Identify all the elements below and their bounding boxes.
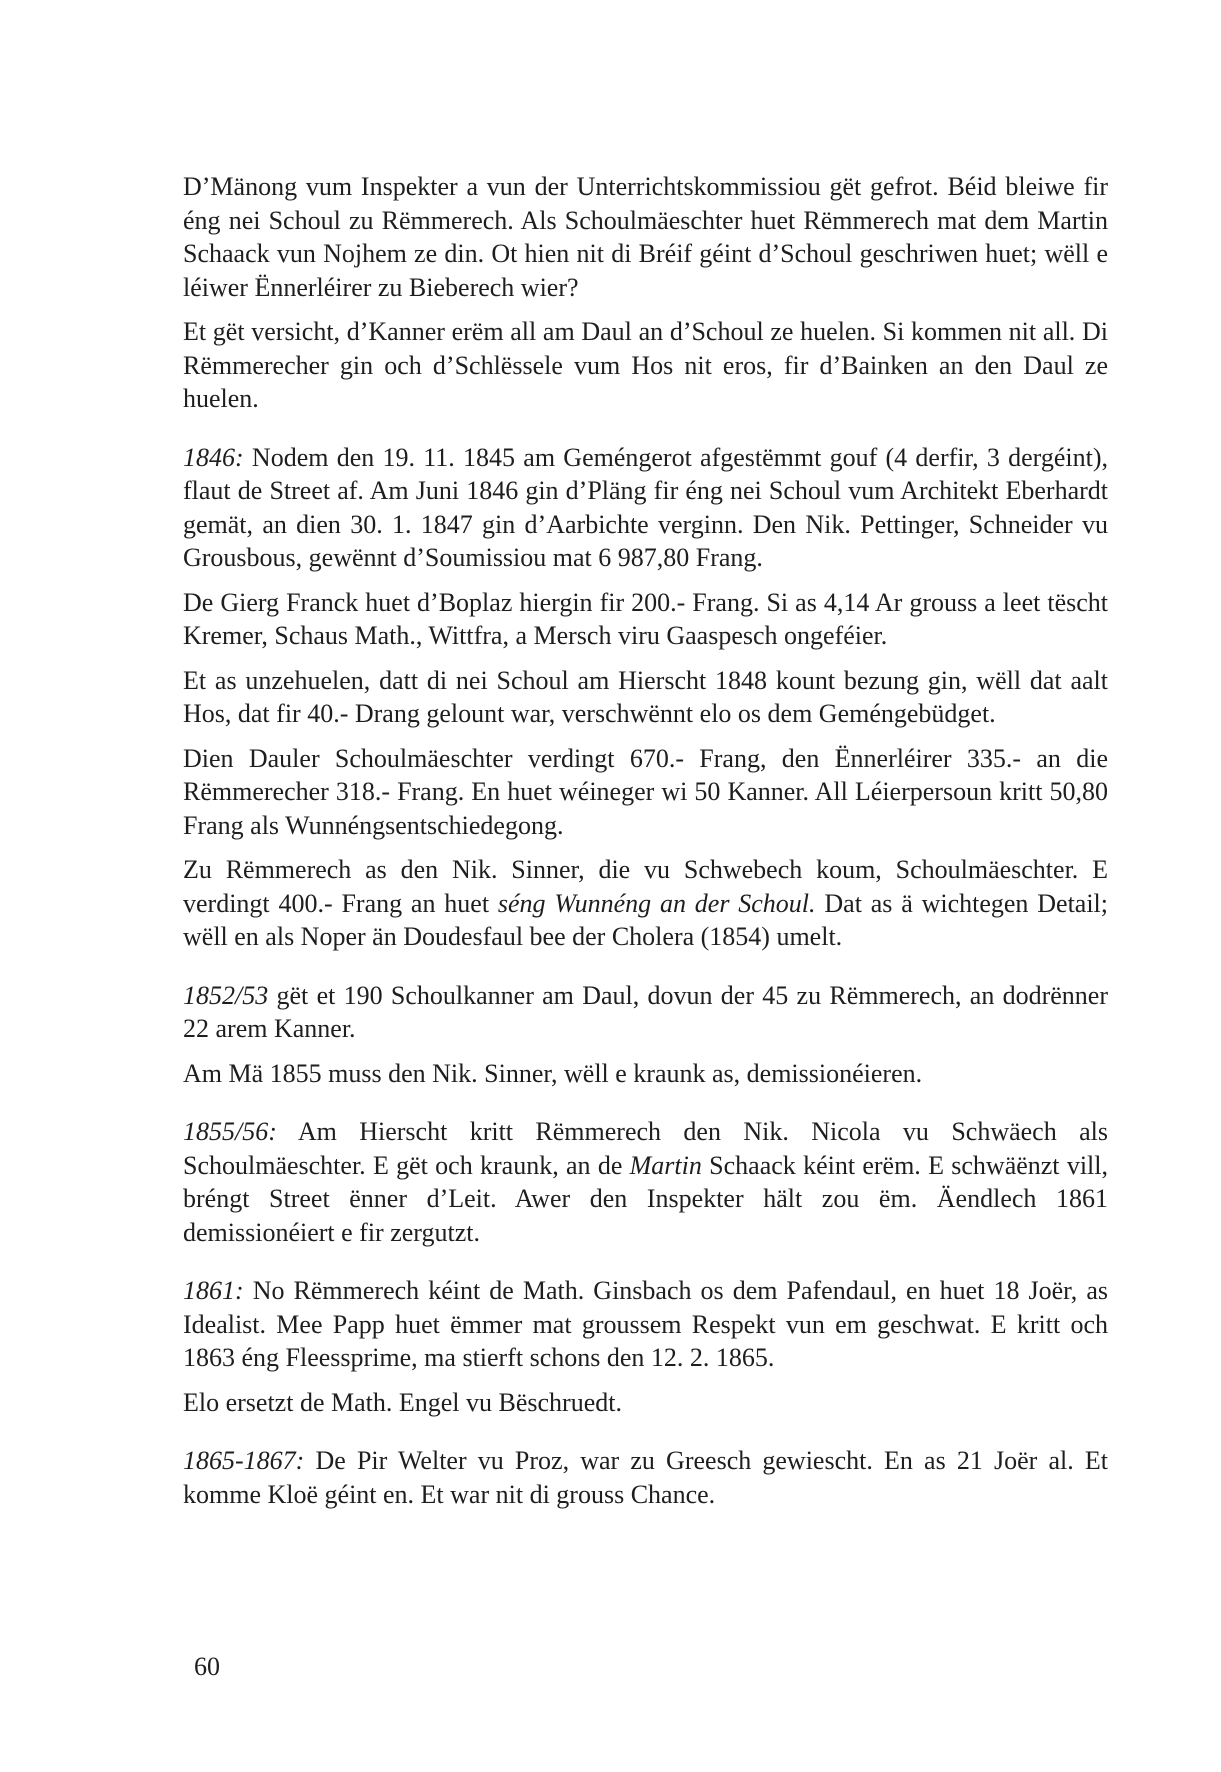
paragraph <box>183 315 1108 416</box>
paragraph-text: D’Mänong vum Inspekter a vun der Unterrichtskommissiou gët gefrot. Béid bleiwe fir éng nei Schoul zu Rëmmerech. Als Schoulmäeschter huet Rëmmerech mat dem Martin Schaack vun Nojhem ze din. Ot hien nit di Bréif géint d’Schoul geschriwen huet; wëll e léiwer Ënnerléirer zu Bieberech wier? <box>183 172 1108 302</box>
year-heading: 1865-1867: <box>183 1446 305 1475</box>
paragraph <box>183 853 1108 954</box>
paragraph <box>183 1386 1108 1420</box>
paragraph-text: De Gierg Franck huet d’Boplaz hiergin fir 200.- Frang. Si as 4,14 Ar grouss a leet tëscht Kremer, Schaus Math., Wittfra, a Mersch viru Gaaspesch ongeféier. <box>183 587 1108 650</box>
paragraph-text: Schaack kéint erëm. E schwäënzt vill, bréngt Street ënner d’Leit. Awer den Inspekter hält zou ëm. Äendlech 1861 demissionéiert e fir zergutzt. <box>183 1150 1108 1247</box>
paragraph <box>183 664 1108 731</box>
paragraph-text: gët et 190 Schoulkanner am Daul, dovun der 45 zu Rëmmerech, an dodrënner 22 arem Kanner. <box>183 980 1108 1043</box>
paragraph-text: Am Hierscht kritt Rëmmerech den Nik. Nicola vu Schwäech als Schoulmäeschter. E gët och kraunk, an de <box>183 1117 1108 1180</box>
paragraph <box>183 1057 1108 1091</box>
paragraph-text: No Rëmmerech kéint de Math. Ginsbach os dem Pafendaul, en huet 18 Joër, as Idealist. Mee Papp huet ëmmer mat groussem Respekt vun em geschwat. E kritt och 1863 éng Fleessprime, ma stierft schons den 12. 2. 1865. <box>183 1276 1108 1372</box>
year-heading: 1852/53 <box>183 980 269 1010</box>
paragraph-text: Dien Dauler Schoulmäeschter verdingt 670.- Frang, den Ënnerléirer 335.- an die Rëmmerecher 318.- Frang. En huet wéineger wi 50 Kanner. All Léierpersoun kritt 50,80 Frang als Wunnéngsentschiedegong. <box>183 743 1108 840</box>
emphasized-text: Martin <box>629 1150 702 1180</box>
paragraph-text: Nodem den 19. 11. 1845 am Geméngerot afgestëmmt gouf (4 derfir, 3 dergéint), flaut de Street af. Am Juni 1846 gin d’Pläng fir éng nei Schoul vum Architekt Eberhardt gemät, an dien 30. 1. 1847 gin d’Aarbichte verginn. Den Nik. Pettinger, Schneider vu Grousbous, gewënnt d’Soumissiou mat 6 987,80 Frang. <box>183 442 1108 572</box>
year-heading: 1861: <box>183 1276 244 1305</box>
year-heading: 1846: <box>183 442 244 472</box>
emphasized-text: séng Wunnéng an der Schoul. <box>497 888 816 918</box>
paragraph <box>183 742 1108 843</box>
paragraph-text: Dat as ä wichtegen Detail; wëll en als Noper än Doudesfaul bee der Cholera (1854) umelt. <box>183 888 1109 951</box>
year-heading: 1855/56: <box>183 1117 277 1146</box>
paragraph <box>183 1274 1108 1375</box>
body-text <box>183 170 1108 1522</box>
paragraph <box>183 1444 1108 1511</box>
paragraph-text: De Pir Welter vu Proz, war zu Greesch gewiescht. En as 21 Joër al. Et komme Kloë géint en. Et war nit di grouss Chance. <box>183 1446 1108 1509</box>
paragraph-text: Elo ersetzt de Math. Engel vu Bëschruedt. <box>183 1387 622 1417</box>
paragraph <box>183 441 1108 575</box>
paragraph-text: Am Mä 1855 muss den Nik. Sinner, wëll e kraunk as, demissionéieren. <box>183 1058 923 1088</box>
paragraph-text: Et as unzehuelen, datt di nei Schoul am Hierscht 1848 kount bezung gin, wëll dat aalt Hos, dat fir 40.- Drang gelount war, verschwënnt elo os dem Geméngebüdget. <box>183 665 1108 728</box>
paragraph <box>183 586 1108 653</box>
page-number: 60 <box>194 1652 220 1681</box>
paragraph <box>183 979 1108 1046</box>
paragraph-text: Et gët versicht, d’Kanner erëm all am Daul an d’Schoul ze huelen. Si kommen nit all. Di Rëmmerecher gin och d’Schlëssele vum Hos nit eros, fir d’Bainken an den Daul ze huelen. <box>183 317 1108 413</box>
paragraph-text: Zu Rëmmerech as den Nik. Sinner, die vu Schwebech koum, Schoulmäeschter. E verdingt 400.- Frang an huet <box>183 855 1108 918</box>
paragraph <box>183 1115 1108 1249</box>
paragraph <box>183 170 1108 304</box>
